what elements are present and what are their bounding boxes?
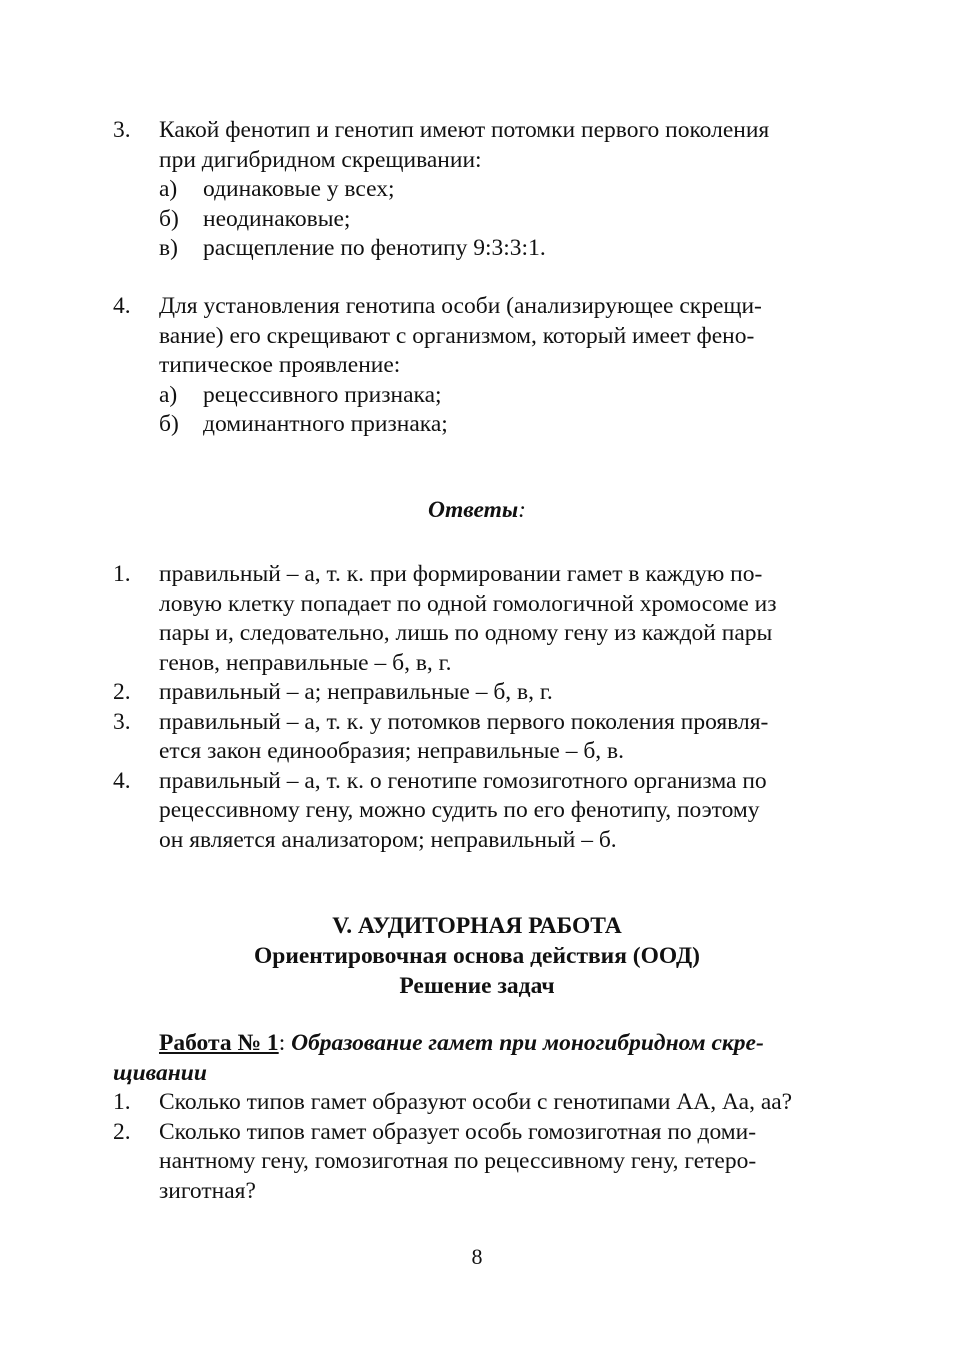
work-label: Работа № 1	[159, 1030, 279, 1056]
question-number: 3.	[113, 117, 131, 143]
option: а) одинаковые у всех;	[159, 176, 395, 202]
answer-item: 4. правильный – а, т. к. о генотипе гомозиготного организма по рецессивному гену, можно судить по его фенотипу, поэтому он является анализатором; неправильный – б.	[113, 767, 767, 853]
section-subsubtitle: Решение задач	[399, 973, 555, 999]
work-title-cont: щивании	[113, 1059, 207, 1086]
work-1	[113, 1029, 840, 1206]
task-item: 1. Сколько типов гамет образуют особи с генотипами АА, Аа, аа?	[113, 1089, 793, 1115]
question-3	[113, 116, 840, 264]
task-item: 2. Сколько типов гамет образует особь гомозиготная по доми- нантному гену, гомозиготная по рецессивному гену, гетеро- зиготная?	[113, 1118, 757, 1204]
answer-item: 2. правильный – а; неправильные – б, в, г.	[113, 679, 553, 705]
question-line: вание) его скрещивают с организмом, который имеет фено-	[159, 322, 755, 349]
answers-heading: Ответы:	[428, 497, 526, 523]
work-heading: Работа № 1: Образование гамет при моногибридном скре-	[159, 1030, 764, 1056]
question-line: типическое проявление:	[159, 352, 401, 378]
section-title: V. АУДИТОРНАЯ РАБОТА	[332, 913, 622, 939]
section-subtitle: Ориентировочная основа действия (ООД)	[253, 943, 701, 969]
question-line: при дигибридном скрещивании:	[159, 146, 482, 173]
answer-item: 3. правильный – а, т. к. у потомков первого поколения проявля- ется закон единообразия; неправильные – б, в.	[113, 708, 769, 764]
question-line: Какой фенотип и генотип имеют потомки первого поколения	[159, 117, 770, 143]
option: б) доминантного признака;	[159, 411, 448, 437]
page-number: 8	[471, 1244, 483, 1269]
question-4	[113, 292, 840, 440]
option: а) рецессивного признака;	[159, 381, 442, 408]
question-line: Для установления генотипа особи (анализирующее скрещи-	[159, 293, 762, 319]
option: в) расщепление по фенотипу 9:3:3:1.	[159, 235, 546, 261]
option: б) неодинаковые;	[159, 205, 351, 232]
work-title: Образование гамет при моногибридном скре-	[291, 1030, 764, 1056]
answers-list	[113, 560, 840, 855]
answer-item: 1. правильный – а, т. к. при формировании гамет в каждую по- ловую клетку попадает по одной гомологичной хромосоме из пары и, следовательно, лишь по одному гену из каждой пары генов, неправильные – б, в, г.	[113, 561, 777, 676]
question-number: 4.	[113, 293, 131, 319]
